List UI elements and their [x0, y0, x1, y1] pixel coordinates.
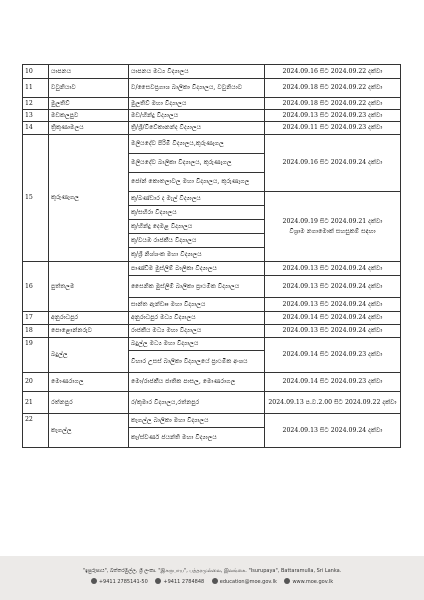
- district-name: ත්‍රිකුණාමලය: [49, 122, 129, 135]
- table-row: [23, 135, 401, 154]
- district-name: අනුරාධපුර: [49, 312, 129, 325]
- district-name: පුත්තලම: [49, 262, 129, 312]
- page-top-margin: [0, 0, 424, 64]
- school-name: ජෝන් කොතලාවල මහා විද්‍යාලය, කුරුණෑගල: [129, 173, 265, 192]
- date-range: [265, 192, 401, 262]
- school-name: සාන්ත ඇන්ඩ්‍රූ මහා විද්‍යාලය: [129, 298, 265, 312]
- school-name: ව/සෛවප්‍රගාශ බාලිකා විද්‍යාලය, වවුනියාව: [129, 79, 265, 98]
- school-name: කු/සහිරා විද්‍යාලය: [129, 206, 265, 220]
- row-number: 13: [23, 110, 49, 122]
- date-range: 2024.09.11 සිට 2024.09.23 දක්වා: [265, 122, 401, 135]
- district-name: මුලතිව්: [49, 98, 129, 110]
- date-range: 2024.09.13 සිට 2024.09.24 දක්වා: [265, 276, 401, 298]
- school-name: කෑ/ස්වර්ණ ජයන්ති මහා විද්‍යාලය: [129, 428, 265, 448]
- table-row: [23, 110, 401, 122]
- row-number: 22: [23, 414, 49, 448]
- date-range: 2024.09.18 සිට 2024.09.22 දක්වා: [265, 79, 401, 98]
- school-name: සෛනික මුස්ලිම් බාලිකා ප්‍රාථමික විද්‍යාලය: [129, 276, 265, 298]
- date-range: 2024.09.13 ප.ව.2.00 සිට 2024.09.22 දක්වා: [265, 392, 401, 414]
- school-name: මලියදේව බාලිකා විද්‍යාලය, කුරුණෑගල: [129, 154, 265, 173]
- school-name: කු/ශ්‍රී නිශ්ශංක මහා විද්‍යාලය: [129, 248, 265, 262]
- date-range: 2024.09.13 සිට 2024.09.24 දක්වා: [265, 298, 401, 312]
- school-name: අනුරාධපුර මධ්‍ය විද්‍යාලය: [129, 312, 265, 325]
- district-name: වවුනියාව: [49, 79, 129, 98]
- letterhead-footer: [0, 556, 424, 600]
- date-range: 2024.09.14 සිට 2024.09.23 දක්වා: [265, 373, 401, 392]
- date-range-note: විශ්‍රාම නගාමොක් සහසුකම් සඳහා: [289, 227, 376, 235]
- footer-fax: +9411 2784848: [155, 579, 204, 585]
- school-name: බදුල්ල මධ්‍ය මහා විද්‍යාලය: [129, 338, 265, 351]
- school-name: ත්‍රි/ශ්‍රී/විවේකානන්ද විද්‍යාලය: [129, 122, 265, 135]
- school-name: විහාර උසස් බාලිකා විද්‍යාලයේ ප්‍රාථමික අංශය: [129, 351, 265, 373]
- row-number: 16: [23, 262, 49, 312]
- date-range: 2024.09.16 සිට 2024.09.24 දක්වා: [265, 135, 401, 192]
- school-name: පාණ්ඩීම මුස්ලිම් බාලිකා විද්‍යාලය: [129, 262, 265, 276]
- school-name: ර/කුමාර විද්‍යාලය,රත්නපුර: [129, 392, 265, 414]
- footer-phone: +9411 2785141-50: [91, 579, 148, 585]
- phone-icon: [91, 578, 97, 584]
- schedule-table: [22, 64, 401, 448]
- table-row: [23, 65, 401, 79]
- row-number: 14: [23, 122, 49, 135]
- school-name: යාපනය මධ්‍ය විද්‍යාලය: [129, 65, 265, 79]
- row-number: 21: [23, 392, 49, 414]
- table-row: [23, 325, 401, 338]
- district-name: කුරුණෑගල: [49, 135, 129, 262]
- email-icon: [212, 578, 218, 584]
- date-range: 2024.09.13 සිට 2024.09.24 දක්වා: [265, 414, 401, 448]
- school-name: රාජකීය මධ්‍ය මහා විද්‍යාලය: [129, 325, 265, 338]
- fax-icon: [155, 578, 161, 584]
- school-name: කෑගල්ල බාලිකා මහා විද්‍යාලය: [129, 414, 265, 428]
- row-number: 12: [23, 98, 49, 110]
- row-number: 10: [23, 65, 49, 79]
- district-name: පොළොන්නරුව: [49, 325, 129, 338]
- school-name: මඩ/හින්දු විද්‍යාලය: [129, 110, 265, 122]
- date-range: 2024.09.13 සිට 2024.09.24 දක්වා: [265, 325, 401, 338]
- footer-website[interactable]: www.moe.gov.lk: [284, 579, 333, 585]
- date-range-text: 2024.09.19 සිට 2024.09.21 දක්වා: [282, 217, 383, 225]
- row-number: 11: [23, 79, 49, 98]
- school-name: කු/බණ්ඩාර ද මැල් විද්‍යාලය: [129, 192, 265, 206]
- date-range: 2024.09.13 සිට 2024.09.23 දක්වා: [265, 110, 401, 122]
- footer-address: "ඉසුරුපාය", බත්තරමුල්ල, ශ්‍රී ලංකා. "இசுருபாய", பத்தரமுல்லை, இலங்கை. "Isurupaya", Battaramulla, Sri Lanka.: [82, 568, 342, 574]
- table-row: [23, 312, 401, 325]
- table-row: [23, 122, 401, 135]
- table-row: [23, 373, 401, 392]
- date-range: 2024.09.18 සිට 2024.09.22 දක්වා: [265, 98, 401, 110]
- district-name: මඩකලපුව: [49, 110, 129, 122]
- globe-icon: [284, 578, 290, 584]
- table-row: [23, 98, 401, 110]
- row-number: 20: [23, 373, 49, 392]
- table-row: [23, 79, 401, 98]
- school-name: මුලතිව් මහා විද්‍යාලය: [129, 98, 265, 110]
- footer-contacts: [0, 578, 424, 585]
- table-row: [23, 338, 401, 351]
- date-range: 2024.09.14 සිට 2024.09.23 දක්වා: [265, 338, 401, 373]
- footer-email[interactable]: education@moe.gov.lk: [212, 579, 277, 585]
- date-range: 2024.09.13 සිට 2024.09.24 දක්වා: [265, 262, 401, 276]
- district-name: යාපනය: [49, 65, 129, 79]
- school-name: කු/හින්දු දෙමළ විද්‍යාලය: [129, 220, 265, 234]
- district-name: රත්නපුර: [49, 392, 129, 414]
- row-number: 15: [23, 135, 49, 262]
- row-number: 17: [23, 312, 49, 325]
- district-name: කෑගල්ල: [49, 414, 129, 448]
- table-row: [23, 392, 401, 414]
- district-name: මොණරාගල: [49, 373, 129, 392]
- row-number: 19: [23, 338, 49, 373]
- school-name: කු/වයඹ රාජකීය විද්‍යාලය: [129, 234, 265, 248]
- table-row: [23, 414, 401, 428]
- table-row: [23, 262, 401, 276]
- school-name: මලියදේව පිරිමි විද්‍යාලය,කුරුණෑගල: [129, 135, 265, 154]
- date-range: 2024.09.14 සිට 2024.09.24 දක්වා: [265, 312, 401, 325]
- date-range: 2024.09.16 සිට 2024.09.22 දක්වා: [265, 65, 401, 79]
- district-name: බදුල්ල: [49, 338, 129, 373]
- row-number: 18: [23, 325, 49, 338]
- school-name: මො/රාජකීය ජාතික පාසල, මොණරාගල: [129, 373, 265, 392]
